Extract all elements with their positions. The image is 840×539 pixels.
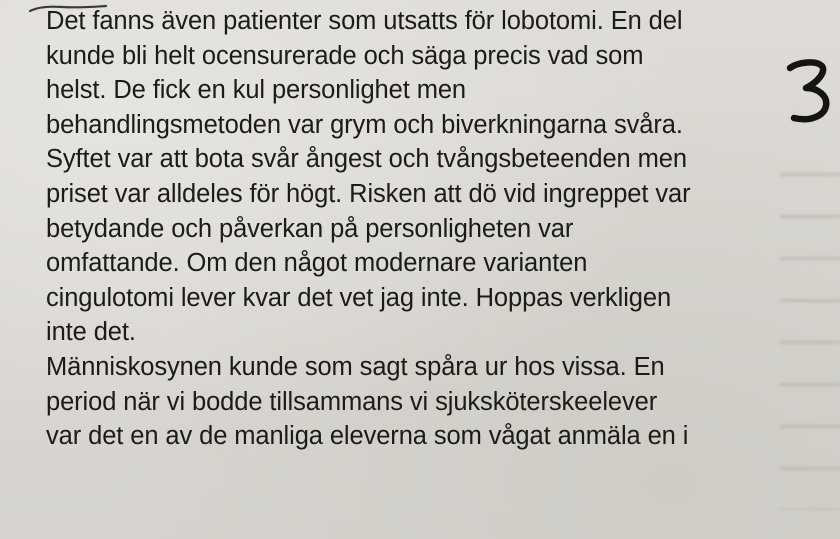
text-line: behandlingsmetoden var grym och biverkningarna svåra.: [46, 110, 683, 139]
handwritten-page-number: [784, 58, 830, 124]
text-line: kunde bli helt ocensurerade och säga precis vad som: [46, 41, 644, 70]
text-line: priset var alldeles för högt. Risken att dö vid ingreppet var: [46, 179, 691, 208]
text-line: omfattande. Om den något modernare varianten: [46, 249, 588, 278]
text-line: Syftet var att bota svår ångest och tvångsbeteenden men: [46, 145, 687, 174]
text-line: var det en av de manliga eleverna som vågat anmäla en i: [46, 422, 689, 451]
text-line: helst. De fick en kul personlighet men: [46, 76, 467, 105]
text-line: cingulotomi lever kvar det vet jag inte. Hoppas verkligen: [46, 283, 672, 312]
text-line: Det fanns även patienter som utsatts för lobotomi. En del: [46, 7, 683, 35]
body-text: [46, 4, 836, 454]
text-line: betydande och påverkan på personligheten var: [46, 214, 574, 243]
text-line: inte det.: [46, 318, 136, 347]
text-line: period när vi bodde tillsammans vi sjuksköterskeelever: [46, 387, 658, 416]
text-line: Människosynen kunde som sagt spåra ur hos vissa. En: [46, 352, 665, 381]
